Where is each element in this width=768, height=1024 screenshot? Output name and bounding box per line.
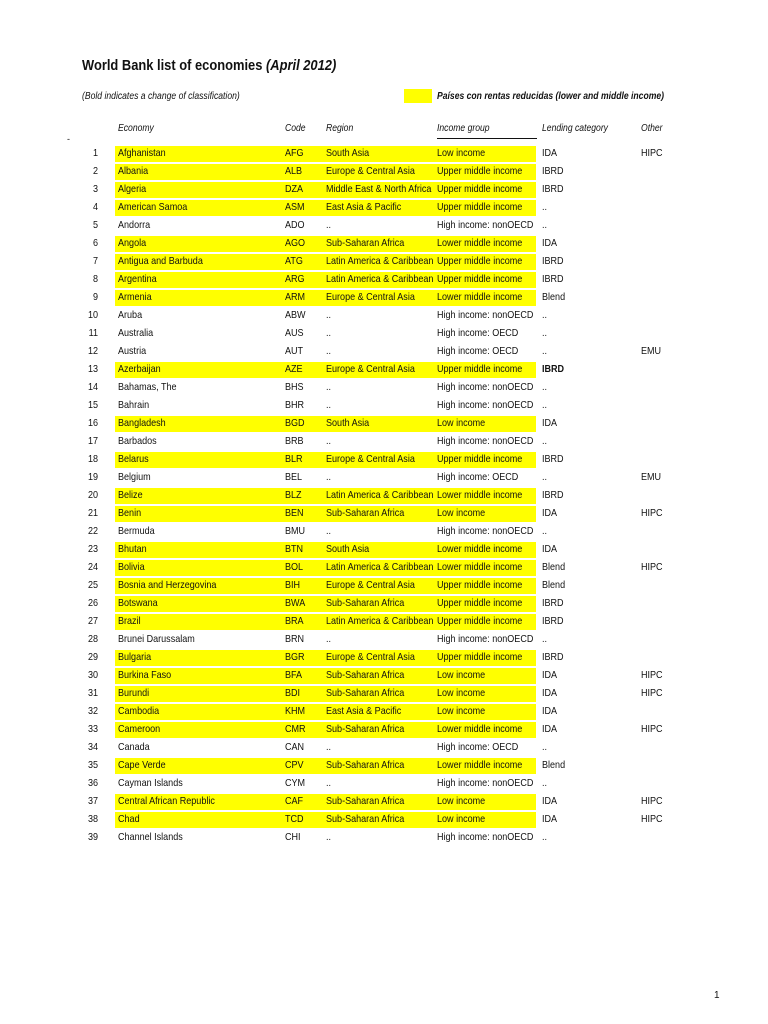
cell-lending-category: IDA <box>542 795 558 807</box>
cell-lending-category: Blend <box>542 579 566 591</box>
cell-lending-category: .. <box>542 309 548 321</box>
cell-income-group: High income: nonOECD <box>437 525 534 537</box>
cell-region: .. <box>326 777 332 789</box>
cell-economy: Belgium <box>118 471 151 483</box>
row-number: 13 <box>87 363 98 375</box>
cell-region: Europe & Central Asia <box>326 579 415 591</box>
table-row <box>0 649 768 667</box>
cell-economy: Belarus <box>118 453 149 465</box>
row-number: 39 <box>87 831 98 843</box>
legend-swatch <box>404 89 432 103</box>
cell-economy: Angola <box>118 237 147 249</box>
cell-economy: Bahamas, The <box>118 381 177 393</box>
cell-income-group: High income: OECD <box>437 471 519 483</box>
cell-region: .. <box>326 381 332 393</box>
cell-lending-category: IDA <box>542 417 558 429</box>
cell-code: ARG <box>285 273 305 285</box>
row-number: 34 <box>87 741 98 753</box>
cell-economy: Bermuda <box>118 525 155 537</box>
row-number: 23 <box>87 543 98 555</box>
cell-economy: Brazil <box>118 615 141 627</box>
cell-region: .. <box>326 741 332 753</box>
table-row <box>0 595 768 613</box>
cell-code: BGR <box>285 651 305 663</box>
cell-region: Sub-Saharan Africa <box>326 723 405 735</box>
cell-code: BOL <box>285 561 304 573</box>
cell-lending-category: .. <box>542 219 548 231</box>
cell-other: EMU <box>641 471 662 483</box>
row-number: 30 <box>87 669 98 681</box>
cell-region: Sub-Saharan Africa <box>326 597 405 609</box>
row-number: 2 <box>92 165 98 177</box>
cell-code: ADO <box>285 219 305 231</box>
table-row <box>0 163 768 181</box>
cell-code: BDI <box>285 687 301 699</box>
cell-lending-category: .. <box>542 399 548 411</box>
cell-income-group: High income: nonOECD <box>437 831 534 843</box>
page-number: 1 <box>714 990 720 1001</box>
cell-economy: Cameroon <box>118 723 161 735</box>
cell-lending-category: IBRD <box>542 453 564 465</box>
cell-lending-category: IBRD <box>542 615 564 627</box>
cell-code: ATG <box>285 255 303 267</box>
cell-region: Sub-Saharan Africa <box>326 507 405 519</box>
row-number: 33 <box>87 723 98 735</box>
cell-income-group: Upper middle income <box>437 597 523 609</box>
row-number: 7 <box>92 255 98 267</box>
cell-region: Sub-Saharan Africa <box>326 759 405 771</box>
cell-income-group: High income: nonOECD <box>437 777 534 789</box>
cell-code: BMU <box>285 525 306 537</box>
cell-economy: Burkina Faso <box>118 669 172 681</box>
cell-lending-category: IDA <box>542 669 558 681</box>
cell-lending-category: IDA <box>542 723 558 735</box>
cell-economy: Austria <box>118 345 147 357</box>
cell-code: BGD <box>285 417 305 429</box>
cell-economy: Central African Republic <box>118 795 215 807</box>
table-row <box>0 271 768 289</box>
cell-region: .. <box>326 219 332 231</box>
document-title <box>82 57 336 74</box>
cell-economy: Aruba <box>118 309 143 321</box>
cell-code: BLZ <box>285 489 302 501</box>
cell-lending-category: .. <box>542 633 548 645</box>
cell-region: Middle East & North Africa <box>326 183 432 195</box>
cell-region: East Asia & Pacific <box>326 705 402 717</box>
cell-region: South Asia <box>326 147 370 159</box>
cell-code: CHI <box>285 831 301 843</box>
cell-region: Latin America & Caribbean <box>326 615 434 627</box>
cell-economy: Bolivia <box>118 561 145 573</box>
cell-lending-category: IBRD <box>542 597 564 609</box>
cell-economy: Australia <box>118 327 154 339</box>
row-number: 38 <box>87 813 98 825</box>
cell-code: DZA <box>285 183 304 195</box>
row-number: 25 <box>87 579 98 591</box>
table-row <box>0 397 768 415</box>
cell-income-group: Low income <box>437 669 486 681</box>
cell-economy: Belize <box>118 489 143 501</box>
row-number: 17 <box>87 435 98 447</box>
row-number: 11 <box>88 327 98 339</box>
cell-income-group: High income: OECD <box>437 345 519 357</box>
cell-other: HIPC <box>641 147 663 159</box>
cell-income-group: Upper middle income <box>437 651 523 663</box>
cell-economy: Algeria <box>118 183 147 195</box>
cell-economy: Benin <box>118 507 142 519</box>
cell-region: South Asia <box>326 543 370 555</box>
header-underline <box>437 138 537 139</box>
cell-region: Sub-Saharan Africa <box>326 795 405 807</box>
cell-code: CAF <box>285 795 304 807</box>
header-region: Region <box>326 123 354 134</box>
table-row <box>0 361 768 379</box>
cell-code: BHR <box>285 399 305 411</box>
row-number: 10 <box>87 309 98 321</box>
cell-income-group: Low income <box>437 813 486 825</box>
cell-income-group: High income: nonOECD <box>437 219 534 231</box>
cell-lending-category: .. <box>542 525 548 537</box>
header-code: Code <box>285 123 306 134</box>
table-row <box>0 811 768 829</box>
cell-region: .. <box>326 399 332 411</box>
table-row <box>0 451 768 469</box>
cell-lending-category: .. <box>542 381 548 393</box>
cell-income-group: Upper middle income <box>437 255 523 267</box>
cell-economy: Bulgaria <box>118 651 152 663</box>
row-number: 14 <box>87 381 98 393</box>
cell-income-group: Upper middle income <box>437 363 523 375</box>
cell-economy: Albania <box>118 165 149 177</box>
table-row <box>0 415 768 433</box>
cell-economy: Armenia <box>118 291 152 303</box>
cell-lending-category: .. <box>542 831 548 843</box>
table-row <box>0 757 768 775</box>
cell-region: .. <box>326 633 332 645</box>
cell-other: HIPC <box>641 813 663 825</box>
cell-lending-category: .. <box>542 471 548 483</box>
cell-other: HIPC <box>641 723 663 735</box>
table-row <box>0 667 768 685</box>
table-row <box>0 523 768 541</box>
cell-lending-category: IDA <box>542 237 558 249</box>
cell-economy: Botswana <box>118 597 158 609</box>
row-number: 21 <box>87 507 98 519</box>
table-row <box>0 775 768 793</box>
row-number: 28 <box>87 633 98 645</box>
cell-economy: Andorra <box>118 219 151 231</box>
row-number: 27 <box>87 615 98 627</box>
cell-income-group: High income: nonOECD <box>437 399 534 411</box>
cell-income-group: Low income <box>437 507 486 519</box>
cell-lending-category: Blend <box>542 291 566 303</box>
cell-lending-category: IDA <box>542 813 558 825</box>
cell-economy: Cayman Islands <box>118 777 183 789</box>
cell-code: BHS <box>285 381 304 393</box>
cell-code: AGO <box>285 237 306 249</box>
margin-marker: - <box>67 134 70 144</box>
header-income-group: Income group <box>437 123 490 134</box>
table-row <box>0 541 768 559</box>
row-number: 1 <box>92 147 98 159</box>
cell-income-group: Lower middle income <box>437 543 523 555</box>
cell-lending-category: IBRD <box>542 489 564 501</box>
table-row <box>0 433 768 451</box>
cell-income-group: Low income <box>437 147 486 159</box>
cell-economy: Channel Islands <box>118 831 183 843</box>
cell-income-group: High income: nonOECD <box>437 435 534 447</box>
cell-code: KHM <box>285 705 306 717</box>
cell-region: Latin America & Caribbean <box>326 255 434 267</box>
cell-lending-category: IDA <box>542 147 558 159</box>
cell-lending-category: .. <box>542 201 548 213</box>
table-row <box>0 181 768 199</box>
cell-lending-category: IBRD <box>542 255 564 267</box>
cell-economy: Bangladesh <box>118 417 166 429</box>
document-subtitle: (Bold indicates a change of classification) <box>82 91 240 102</box>
cell-region: Europe & Central Asia <box>326 165 415 177</box>
cell-region: .. <box>326 525 332 537</box>
cell-lending-category: IDA <box>542 687 558 699</box>
cell-code: BRB <box>285 435 304 447</box>
cell-lending-category: IDA <box>542 705 558 717</box>
cell-region: Europe & Central Asia <box>326 363 415 375</box>
table-row <box>0 685 768 703</box>
cell-economy: Afghanistan <box>118 147 166 159</box>
cell-income-group: High income: nonOECD <box>437 633 534 645</box>
cell-economy: Bhutan <box>118 543 147 555</box>
cell-economy: Cambodia <box>118 705 160 717</box>
table-row <box>0 199 768 217</box>
table-row <box>0 217 768 235</box>
row-number: 37 <box>87 795 98 807</box>
cell-code: AUT <box>285 345 304 357</box>
cell-lending-category: Blend <box>542 759 566 771</box>
header-economy: Economy <box>118 123 154 134</box>
row-number: 19 <box>87 471 98 483</box>
cell-lending-category: .. <box>542 741 548 753</box>
cell-code: ABW <box>285 309 306 321</box>
cell-lending-category: IBRD <box>542 183 564 195</box>
row-number: 20 <box>87 489 98 501</box>
table-row <box>0 343 768 361</box>
cell-region: Europe & Central Asia <box>326 291 415 303</box>
cell-economy: Chad <box>118 813 140 825</box>
table-row <box>0 145 768 163</box>
cell-region: Europe & Central Asia <box>326 651 415 663</box>
header-lending-category: Lending category <box>542 123 608 134</box>
cell-lending-category: IDA <box>542 507 558 519</box>
cell-income-group: High income: OECD <box>437 741 519 753</box>
cell-economy: Argentina <box>118 273 157 285</box>
cell-code: BRN <box>285 633 305 645</box>
cell-income-group: Upper middle income <box>437 183 523 195</box>
cell-other: EMU <box>641 345 662 357</box>
table-row <box>0 487 768 505</box>
table-row <box>0 559 768 577</box>
cell-region: .. <box>326 435 332 447</box>
row-number: 6 <box>92 237 98 249</box>
cell-code: ASM <box>285 201 305 213</box>
row-number: 9 <box>92 291 98 303</box>
cell-income-group: Upper middle income <box>437 201 523 213</box>
cell-income-group: Upper middle income <box>437 579 523 591</box>
cell-lending-category: .. <box>542 327 548 339</box>
cell-region: Sub-Saharan Africa <box>326 687 405 699</box>
cell-region: East Asia & Pacific <box>326 201 402 213</box>
cell-economy: Bahrain <box>118 399 150 411</box>
cell-code: BIH <box>285 579 301 591</box>
cell-code: BEL <box>285 471 303 483</box>
cell-code: CAN <box>285 741 305 753</box>
cell-economy: Barbados <box>118 435 157 447</box>
cell-lending-category: .. <box>542 777 548 789</box>
cell-economy: Canada <box>118 741 150 753</box>
cell-income-group: Lower middle income <box>437 723 523 735</box>
row-number: 5 <box>92 219 98 231</box>
cell-lending-category: IBRD <box>542 651 564 663</box>
cell-income-group: High income: nonOECD <box>437 381 534 393</box>
table-row <box>0 307 768 325</box>
title-date: (April 2012) <box>265 57 337 74</box>
cell-income-group: Low income <box>437 705 486 717</box>
cell-lending-category: IBRD <box>542 363 565 375</box>
cell-code: TCD <box>285 813 304 825</box>
cell-region: Latin America & Caribbean <box>326 273 434 285</box>
cell-other: HIPC <box>641 669 663 681</box>
cell-income-group: Low income <box>437 795 486 807</box>
table-row <box>0 577 768 595</box>
legend-label: Países con rentas reducidas (lower and middle income) <box>437 91 665 102</box>
table-row <box>0 325 768 343</box>
cell-code: BRA <box>285 615 304 627</box>
cell-code: BWA <box>285 597 306 609</box>
cell-lending-category: IBRD <box>542 165 564 177</box>
table-row <box>0 793 768 811</box>
cell-code: BTN <box>285 543 304 555</box>
table-row <box>0 631 768 649</box>
cell-region: Sub-Saharan Africa <box>326 669 405 681</box>
row-number: 31 <box>87 687 98 699</box>
cell-income-group: Lower middle income <box>437 489 523 501</box>
cell-income-group: High income: nonOECD <box>437 309 534 321</box>
table-row <box>0 235 768 253</box>
row-number: 35 <box>87 759 98 771</box>
cell-region: Europe & Central Asia <box>326 453 415 465</box>
title-main: World Bank list of economies <box>82 57 266 74</box>
cell-region: Sub-Saharan Africa <box>326 813 405 825</box>
cell-other: HIPC <box>641 561 663 573</box>
table-row <box>0 721 768 739</box>
cell-code: ALB <box>285 165 303 177</box>
cell-economy: Brunei Darussalam <box>118 633 195 645</box>
cell-code: CYM <box>285 777 306 789</box>
cell-economy: Azerbaijan <box>118 363 161 375</box>
row-number: 36 <box>87 777 98 789</box>
table-row <box>0 379 768 397</box>
row-number: 18 <box>87 453 98 465</box>
table-row <box>0 505 768 523</box>
cell-income-group: Upper middle income <box>437 453 523 465</box>
cell-economy: Antigua and Barbuda <box>118 255 203 267</box>
table-row <box>0 703 768 721</box>
cell-region: Sub-Saharan Africa <box>326 237 405 249</box>
cell-income-group: High income: OECD <box>437 327 519 339</box>
cell-region: .. <box>326 831 332 843</box>
row-number: 3 <box>92 183 98 195</box>
cell-region: Latin America & Caribbean <box>326 561 434 573</box>
cell-income-group: Lower middle income <box>437 291 523 303</box>
table-row <box>0 289 768 307</box>
row-number: 8 <box>92 273 98 285</box>
cell-region: .. <box>326 471 332 483</box>
cell-code: BLR <box>285 453 303 465</box>
table-row <box>0 613 768 631</box>
table-row <box>0 469 768 487</box>
cell-region: .. <box>326 345 332 357</box>
row-number: 12 <box>87 345 98 357</box>
cell-economy: Burundi <box>118 687 150 699</box>
cell-income-group: Lower middle income <box>437 237 523 249</box>
table-row <box>0 739 768 757</box>
cell-code: BFA <box>285 669 303 681</box>
cell-income-group: Upper middle income <box>437 615 523 627</box>
cell-other: HIPC <box>641 507 663 519</box>
cell-lending-category: IDA <box>542 543 558 555</box>
row-number: 4 <box>92 201 98 213</box>
row-number: 32 <box>87 705 98 717</box>
row-number: 24 <box>87 561 98 573</box>
row-number: 15 <box>87 399 98 411</box>
cell-other: HIPC <box>641 795 663 807</box>
cell-region: .. <box>326 309 332 321</box>
cell-code: ARM <box>285 291 306 303</box>
cell-income-group: Lower middle income <box>437 561 523 573</box>
cell-income-group: Upper middle income <box>437 273 523 285</box>
cell-code: AZE <box>285 363 303 375</box>
row-number: 16 <box>87 417 98 429</box>
cell-income-group: Upper middle income <box>437 165 523 177</box>
cell-income-group: Lower middle income <box>437 759 523 771</box>
cell-region: South Asia <box>326 417 370 429</box>
header-other: Other <box>641 123 663 134</box>
cell-economy: Bosnia and Herzegovina <box>118 579 217 591</box>
cell-lending-category: .. <box>542 345 548 357</box>
cell-code: BEN <box>285 507 304 519</box>
table-row <box>0 253 768 271</box>
cell-income-group: Low income <box>437 417 486 429</box>
cell-other: HIPC <box>641 687 663 699</box>
cell-lending-category: IBRD <box>542 273 564 285</box>
cell-code: CPV <box>285 759 304 771</box>
table-row <box>0 829 768 847</box>
cell-lending-category: Blend <box>542 561 566 573</box>
cell-region: .. <box>326 327 332 339</box>
row-number: 22 <box>87 525 98 537</box>
row-number: 26 <box>87 597 98 609</box>
cell-economy: Cape Verde <box>118 759 166 771</box>
cell-region: Latin America & Caribbean <box>326 489 434 501</box>
row-number: 29 <box>87 651 98 663</box>
cell-economy: American Samoa <box>118 201 188 213</box>
cell-income-group: Low income <box>437 687 486 699</box>
cell-lending-category: .. <box>542 435 548 447</box>
cell-code: AUS <box>285 327 304 339</box>
cell-code: CMR <box>285 723 306 735</box>
cell-code: AFG <box>285 147 304 159</box>
economies-table <box>0 145 768 847</box>
